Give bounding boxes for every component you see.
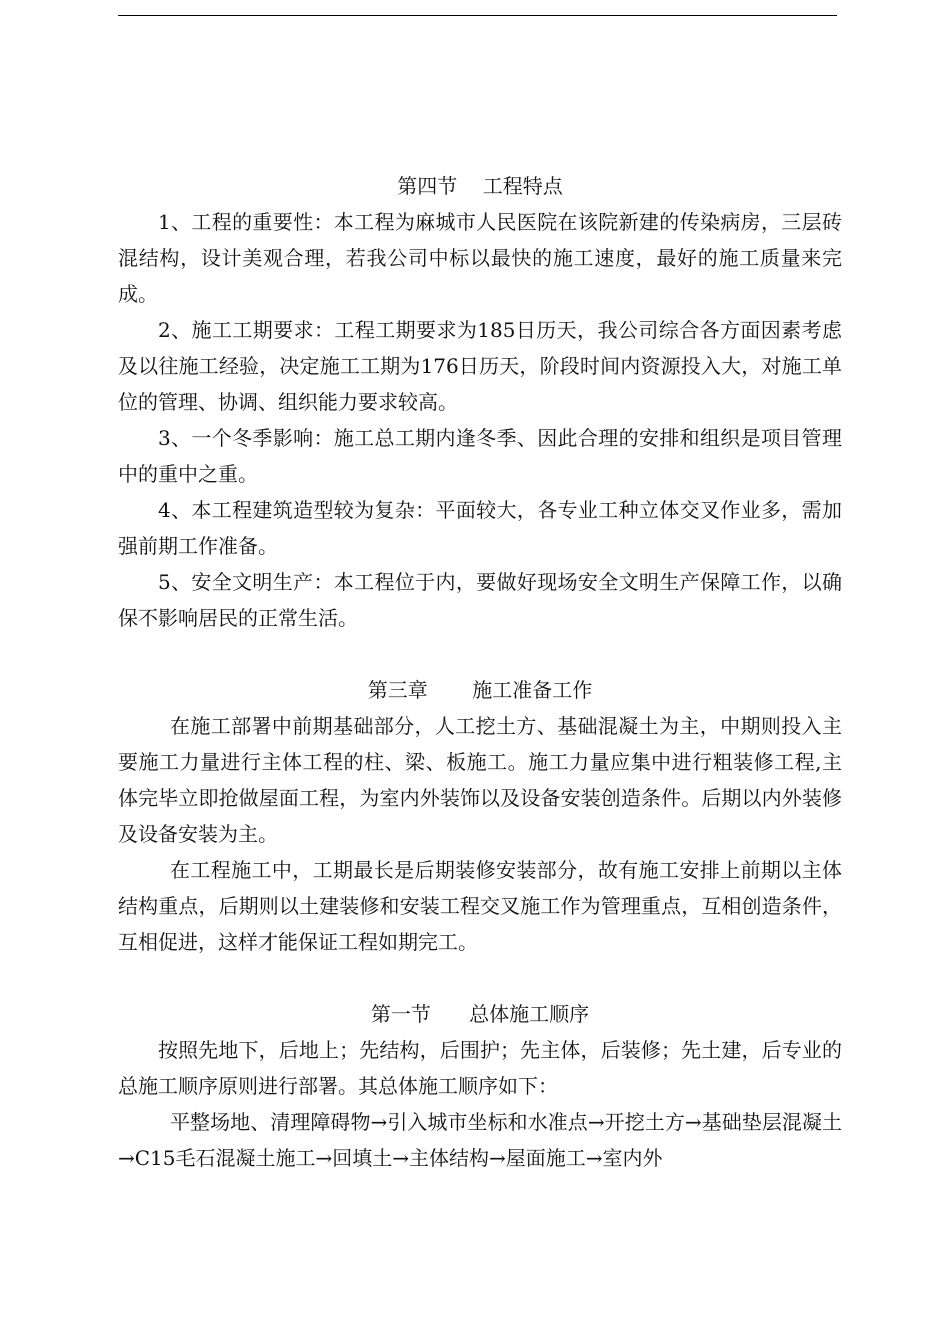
paragraph-building-complexity: 4、本工程建筑造型较为复杂：平面较大，各专业工种立体交叉作业多，需加强前期工作准备。 [118,498,842,558]
paragraph-deployment-phases: 在施工部署中前期基础部分，人工挖土方、基础混凝土为主，中期则投入主要施工力量进行主体工程的柱、梁、板施工。施工力量应集中进行粗装修工程,主体完毕立即抢做屋面工程，为室内外装饰以及设备安装创造条件。后期以内外装修及设备安装为主。 [118,714,842,846]
spacer [118,636,842,672]
paragraph-management-focus: 在工程施工中，工期最长是后期装修安装部分，故有施工安排上前期以主体结构重点，后期则以土建装修和安装工程交叉施工作为管理重点，互相创造条件，互相促进，这样才能保证工程如期完工。 [118,858,842,954]
paragraph-safety-production: 5、安全文明生产：本工程位于内，要做好现场安全文明生产保障工作，以确保不影响居民的正常生活。 [118,570,842,630]
paragraph-schedule-requirement: 2、施工工期要求：工程工期要求为185日历天，我公司综合各方面因素考虑及以往施工经验，决定施工工期为176日历天，阶段时间内资源投入大，对施工单位的管理、协调、组织能力要求较高。 [118,318,842,414]
document-body [118,168,842,1176]
section-heading-engineering-features: 第四节 工程特点 [397,174,563,198]
spacer [118,960,842,996]
section-heading-overall-sequence: 第一节 总体施工顺序 [370,1002,590,1026]
paragraph-winter-impact: 3、一个冬季影响：施工总工期内逢冬季、因此合理的安排和组织是项目管理中的重中之重。 [118,426,842,486]
paragraph-sequence-steps: 平整场地、清理障碍物→引入城市坐标和水准点→开挖土方→基础垫层混凝土→C15毛石混凝土施工→回填土→主体结构→屋面施工→室内外 [118,1110,842,1170]
chapter-heading-construction-preparation: 第三章 施工准备工作 [367,678,593,702]
paragraph-sequence-principle: 按照先地下，后地上；先结构，后围护；先主体，后装修；先土建，后专业的总施工顺序原则进行部署。其总体施工顺序如下： [118,1038,842,1098]
header-rule [118,15,837,16]
paragraph-importance: 1、工程的重要性：本工程为麻城市人民医院在该院新建的传染病房，三层砖混结构，设计美观合理，若我公司中标以最快的施工速度，最好的施工质量来完成。 [118,210,842,306]
